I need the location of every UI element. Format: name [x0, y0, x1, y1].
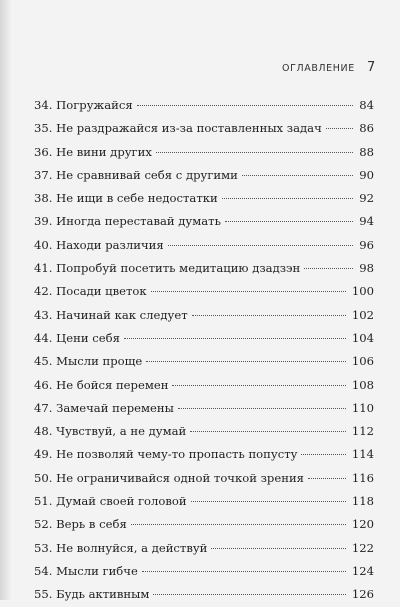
toc-dot-leader	[142, 571, 346, 572]
header-title: ОГЛАВЛЕНИЕ	[282, 63, 355, 74]
toc-entry-title: 39. Иногда переставай думать	[34, 214, 221, 229]
toc-dot-leader	[308, 478, 346, 479]
toc-entry-title: 37. Не сравнивай себя с другими	[34, 167, 238, 182]
toc-entry	[34, 490, 374, 513]
toc-entry	[34, 420, 374, 443]
toc-entry-title: 48. Чувствуй, а не думай	[34, 424, 187, 439]
toc-entry-title: 44. Цени себя	[34, 330, 120, 345]
toc-entry-page: 112	[351, 424, 374, 439]
toc-dot-leader	[172, 385, 345, 386]
toc-entry-page: 110	[351, 400, 374, 415]
toc-entry-page: 94	[359, 214, 374, 229]
toc-entry-page: 118	[351, 494, 374, 509]
toc-entry	[34, 350, 374, 373]
toc-entry-page: 116	[351, 470, 374, 485]
toc-dot-leader	[225, 221, 353, 222]
toc-dot-leader	[242, 175, 353, 176]
toc-entry-title: 54. Мысли гибче	[34, 563, 138, 578]
toc-dot-leader	[304, 268, 353, 269]
toc-dot-leader	[124, 338, 346, 339]
toc-entry	[34, 257, 374, 280]
toc-entry-page: 102	[351, 307, 374, 322]
toc-dot-leader	[191, 501, 346, 502]
toc-entry-title: 36. Не вини других	[34, 144, 152, 159]
toc-entry	[34, 234, 374, 257]
toc-entry	[34, 280, 374, 303]
toc-entry	[34, 164, 374, 187]
page-edge-shadow	[0, 0, 12, 600]
toc-entry	[34, 210, 374, 233]
toc-entry	[34, 187, 374, 210]
toc-entry-page: 122	[351, 540, 374, 555]
toc-entry	[34, 560, 374, 583]
toc-entry-page: 114	[351, 447, 374, 462]
toc-entry-page: 120	[351, 517, 374, 532]
toc-entry	[34, 513, 374, 536]
table-of-contents	[34, 94, 374, 607]
toc-entry-page: 124	[351, 563, 374, 578]
toc-dot-leader	[146, 361, 346, 362]
toc-dot-leader	[301, 454, 345, 455]
toc-entry-title: 47. Замечай перемены	[34, 400, 174, 415]
toc-entry-title: 35. Не раздражайся из-за поставленных задач	[34, 121, 322, 136]
toc-entry	[34, 327, 374, 350]
toc-dot-leader	[168, 245, 354, 246]
toc-dot-leader	[326, 128, 354, 129]
toc-dot-leader	[190, 431, 346, 432]
toc-entry-title: 50. Не ограничивайся одной точкой зрения	[34, 470, 304, 485]
toc-entry-title: 38. Не ищи в себе недостатки	[34, 191, 218, 206]
toc-dot-leader	[131, 524, 346, 525]
toc-entry-page: 84	[359, 98, 374, 112]
toc-entry	[34, 537, 374, 560]
toc-entry	[34, 397, 374, 420]
toc-dot-leader	[156, 152, 353, 153]
toc-entry-title: 49. Не позволяй чему-то пропасть попусту	[34, 447, 298, 462]
toc-entry	[34, 304, 374, 327]
toc-entry-page: 108	[351, 377, 374, 392]
toc-entry	[34, 467, 374, 490]
toc-entry	[34, 94, 374, 117]
toc-dot-leader	[153, 594, 345, 595]
toc-dot-leader	[211, 548, 345, 549]
toc-entry-page: 100	[351, 284, 374, 299]
toc-entry-page: 126	[351, 587, 374, 602]
toc-entry-title: 46. Не бойся перемен	[34, 377, 169, 392]
toc-entry-title: 42. Посади цветок	[34, 284, 147, 299]
running-header	[0, 60, 400, 80]
toc-entry-page: 96	[359, 237, 374, 252]
toc-entry-page: 86	[359, 121, 374, 136]
toc-entry-title: 45. Мысли проще	[34, 354, 143, 369]
toc-entry-page: 106	[351, 354, 374, 369]
toc-entry	[34, 374, 374, 397]
toc-dot-leader	[222, 198, 354, 199]
toc-entry	[34, 583, 374, 606]
header-page-number: 7	[367, 60, 376, 75]
toc-entry-title: 34. Погружайся	[34, 98, 133, 112]
toc-entry-title: 51. Думай своей головой	[34, 494, 187, 509]
toc-entry-title: 52. Верь в себя	[34, 517, 127, 532]
toc-entry	[34, 443, 374, 466]
toc-dot-leader	[137, 105, 354, 106]
toc-entry-title: 43. Начинай как следует	[34, 307, 188, 322]
toc-entry-page: 90	[359, 167, 374, 182]
toc-dot-leader	[192, 315, 346, 316]
toc-entry-title: 41. Попробуй посетить медитацию дзадзэн	[34, 261, 301, 276]
toc-entry-page: 98	[359, 261, 374, 276]
toc-entry-title: 40. Находи различия	[34, 237, 164, 252]
toc-entry	[34, 141, 374, 164]
toc-dot-leader	[151, 291, 346, 292]
toc-entry-title: 55. Будь активным	[34, 587, 150, 602]
toc-entry-page: 92	[359, 191, 374, 206]
toc-entry-page: 88	[359, 144, 374, 159]
toc-entry	[34, 117, 374, 140]
toc-entry-title: 53. Не волнуйся, а действуй	[34, 540, 208, 555]
toc-entry-page: 104	[351, 330, 374, 345]
toc-dot-leader	[178, 408, 346, 409]
